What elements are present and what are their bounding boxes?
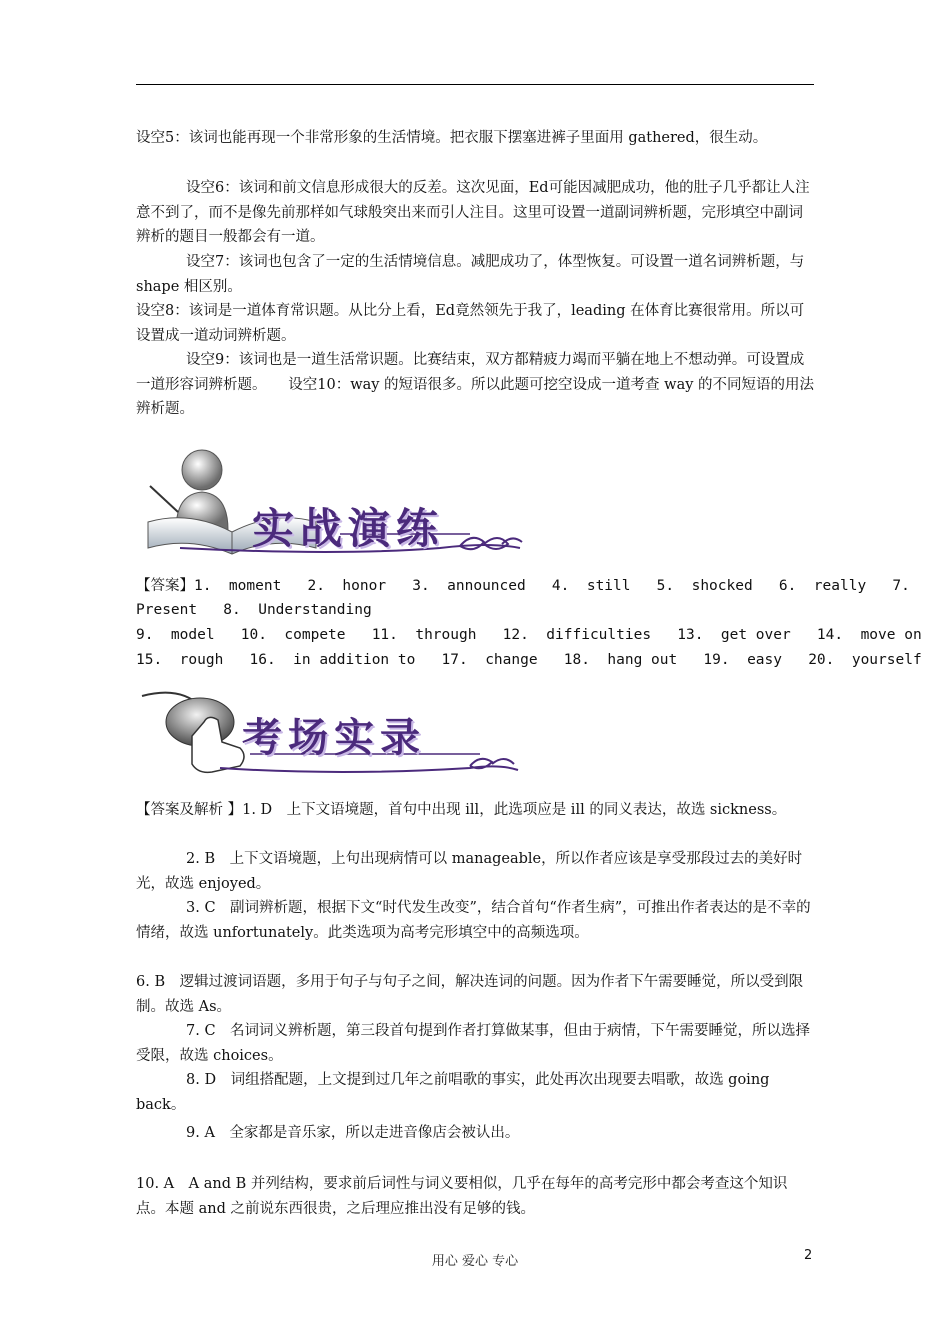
- analysis-item-2: 2. B 上下文语境题，上句出现病情可以 manageable，所以作者应该是享受那段过去的美好时光，故选 enjoyed。: [136, 851, 803, 892]
- answers-line-3: 9. model 10. compete 11. through 12. difficulties 13. get over 14. move on: [136, 627, 922, 643]
- answers-line-2: Present 8. Understanding: [136, 602, 372, 618]
- answers-line-4: 15. rough 16. in addition to 17. change 18. hang out 19. easy 20. yourself: [136, 652, 922, 668]
- banner-title-exam-record: 考场实录: [242, 715, 426, 761]
- analysis-item-7: 7. C 名词词义辨析题，第三段首句提到作者打算做某事，但由于病情，下午需要睡觉，所以选择受限，故选 choices。: [136, 1023, 811, 1064]
- analysis-item-8: 8. D 词组搭配题，上文提到过几年之前唱歌的事实，此处再次出现要去唱歌，故选 going back。: [136, 1072, 770, 1113]
- analysis-item-6: 6. B 逻辑过渡词语题，多用于句子与句子之间，解决连词的问题。因为作者下午需要睡觉，所以受到限制。故选 As。: [136, 974, 804, 1015]
- paragraph-setkong-6: 设空6：该词和前文信息形成很大的反差。这次见面，Ed可能因减肥成功，他的肚子几乎都让人注意不到了，而不是像先前那样如气球般突出来而引人注目。这里可设置一道副词辨析题，完形填空中副词辨析的题目一般都会有一道。: [136, 180, 810, 245]
- paragraph-setkong-8: 设空8：该词是一道体育常识题。从比分上看，Ed竟然领先于我了，leading 在体育比赛很常用。所以可设置成一道动词辨析题。: [136, 303, 805, 344]
- paragraph-setkong-5: 设空5：该词也能再现一个非常形象的生活情境。把衣服下摆塞进裤子里面用 gathered，很生动。: [136, 130, 768, 146]
- page-number: 2: [804, 1248, 813, 1263]
- analysis-item-9: 9. A 全家都是音乐家，所以走进音像店会被认出。: [186, 1125, 520, 1141]
- banner-title-practice: 实战演练: [252, 504, 445, 553]
- header-rule: [136, 84, 814, 85]
- analysis-item-10: 10. A A and B 并列结构，要求前后词性与词义要相似，几乎在每年的高考完形中都会考查这个知识点。本题 and 之前说东西很贵，之后理应推出没有足够的钱。: [136, 1176, 788, 1217]
- section-banner-exam-record: [140, 676, 540, 786]
- paragraph-setkong-9: 设空9：该词也是一道生活常识题。比赛结束，双方都精疲力竭而平躺在地上不想动弹。可设置成一道形容词辨析题。 设空10：way 的短语很多。所以此题可挖空设成一道考查 way 的不同短语的用法辨析题。: [136, 352, 815, 417]
- footer-motto: 用心 爱心 专心: [431, 1254, 519, 1269]
- paragraph-setkong-7: 设空7：该词也包含了一定的生活情境信息。减肥成功了，体型恢复。可设置一道名词辨析题，与 shape 相区别。: [136, 254, 805, 295]
- analysis-item-3: 3. C 副词辨析题，根据下文“时代发生改变”，结合首句“作者生病”，可推出作者表达的是不幸的情绪，故选 unfortunately。此类选项为高考完形填空中的高频选项。: [136, 900, 811, 941]
- answers-line-1: 【答案】1. moment 2. honor 3. announced 4. still 5. shocked 6. really 7.: [136, 578, 910, 594]
- analysis-item-1: 【答案及解析 】1. D 上下文语境题，首句中出现 ill，此选项应是 ill 的同义表达，故选 sickness。: [136, 802, 787, 818]
- section-banner-practice: [140, 448, 540, 563]
